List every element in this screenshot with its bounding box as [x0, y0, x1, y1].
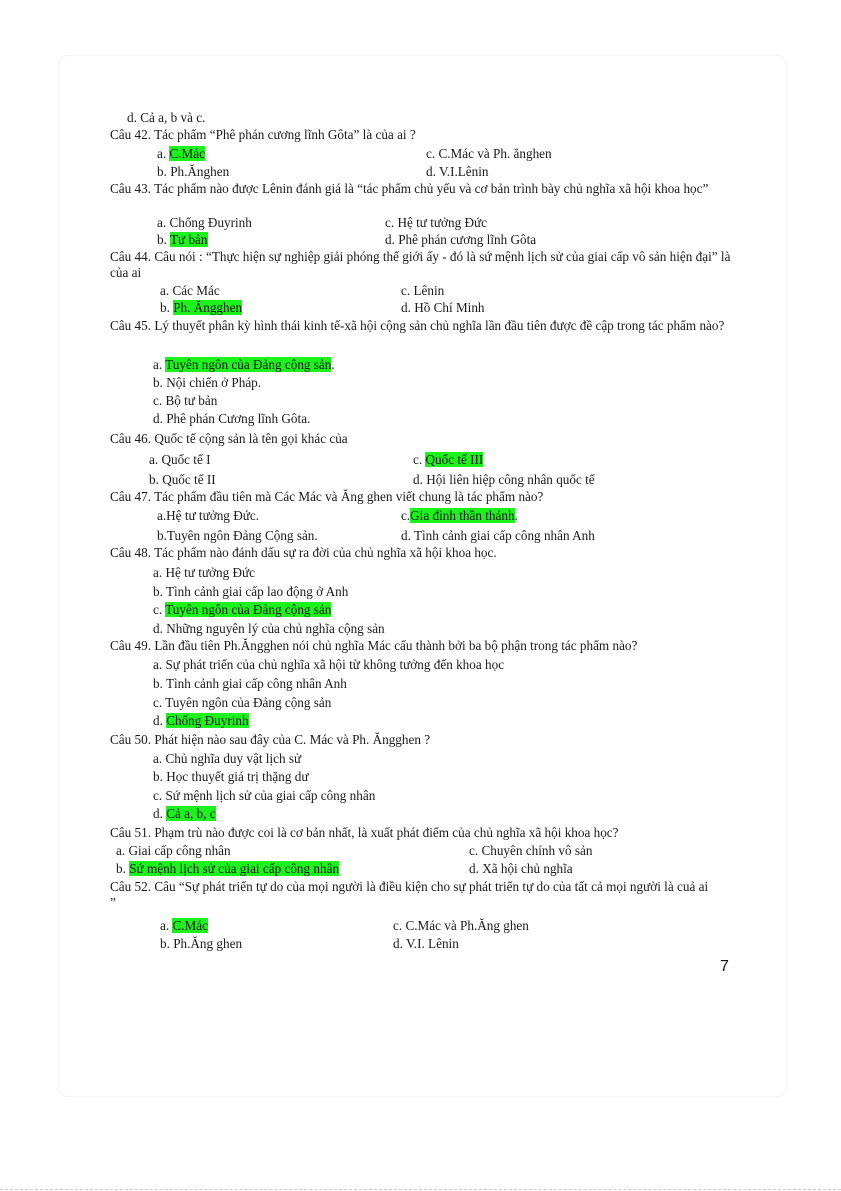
- question-52-option-d: d. V.I. Lênin: [393, 936, 459, 951]
- question-46-option-a: a. Quốc tế I: [149, 452, 211, 467]
- question-45: Câu 45. Lý thuyết phân kỳ hình thái kinh tế-xã hội cộng sản chủ nghĩa lần đầu tiên được đề cập trong tác phẩm nào?: [110, 318, 725, 333]
- highlighted-answer: Quốc tế III: [425, 452, 484, 467]
- question-48-option-d: d. Những nguyên lý của chủ nghĩa cộng sản: [153, 621, 385, 636]
- question-50-option-c: c. Sứ mệnh lịch sử của giai cấp công nhân: [153, 788, 376, 803]
- question-44: Câu 44. Câu nói : “Thực hiện sự nghiệp giải phóng thế giới ấy - đó là sứ mệnh lịch sử của giai cấp vô sản hiện đại” là của ai: [110, 249, 731, 280]
- question-44-option-b: [160, 300, 242, 316]
- option-prefix: a.: [160, 918, 173, 933]
- question-51: Câu 51. Phạm trù nào được coi là cơ bản nhất, là xuất phát điểm của chủ nghĩa xã hội khoa học?: [110, 825, 619, 840]
- option-prefix: c.: [413, 452, 426, 467]
- question-47: Câu 47. Tác phẩm đầu tiên mà Các Mác và Ăng ghen viết chung là tác phẩm nào?: [110, 489, 544, 504]
- question-51-option-b: [116, 861, 339, 877]
- highlighted-answer: C.Mác: [169, 146, 205, 161]
- option-prefix: d.: [153, 713, 167, 728]
- option-prefix: c.: [401, 508, 411, 523]
- question-51-option-a: a. Giai cấp công nhân: [116, 843, 231, 858]
- question-42-option-a: [157, 146, 205, 162]
- highlighted-answer: Tư bản: [169, 232, 208, 247]
- option-prefix: d.: [153, 806, 167, 821]
- highlighted-answer: Cả a, b, c: [166, 806, 216, 821]
- question-44-option-d: d. Hồ Chí Minh: [401, 300, 485, 315]
- option-prefix: a.: [157, 146, 170, 161]
- highlighted-answer: Gia đình thần thánh: [410, 508, 515, 523]
- question-49: Câu 49. Lần đầu tiên Ph.Ăngghen nói chủ nghĩa Mác cấu thành bởi ba bộ phận trong tác phẩm nào?: [110, 638, 638, 653]
- question-50-option-d: [153, 806, 216, 822]
- question-49-option-c: c. Tuyên ngôn của Đảng cộng sản: [153, 695, 332, 710]
- option-suffix: .: [514, 508, 518, 523]
- question-43-option-c: c. Hệ tư tưởng Đức: [385, 215, 488, 230]
- page-cut-line: [0, 1189, 841, 1190]
- question-45-option-c: c. Bộ tư bản: [153, 393, 218, 408]
- question-50-option-a: a. Chủ nghĩa duy vật lịch sử: [153, 751, 302, 766]
- question-44-option-c: c. Lênin: [401, 283, 445, 298]
- option-prefix: b.: [157, 232, 170, 247]
- question-49-option-a: a. Sự phát triển của chủ nghĩa xã hội từ không tưởng đến khoa học: [153, 657, 505, 672]
- highlighted-answer: Chống Đuyrinh: [166, 713, 249, 728]
- question-50: Câu 50. Phát hiện nào sau đây của C. Mác và Ph. Ăngghen ?: [110, 732, 431, 747]
- question-42: Câu 42. Tác phẩm “Phê phán cương lĩnh Gôta” là của ai ?: [110, 127, 416, 142]
- question-48-option-a: a. Hệ tư tưởng Đức: [153, 565, 256, 580]
- option-prefix: b.: [116, 861, 130, 876]
- question-52: Câu 52. Câu “Sự phát triển tự do của mọi người là điều kiện cho sự phát triển tự do của tất cả mọi người là cuả ai: [110, 879, 709, 894]
- question-51-option-d: d. Xã hội chủ nghĩa: [469, 861, 573, 876]
- highlighted-answer: Tuyên ngôn của Đảng cộng sản: [165, 602, 332, 617]
- option-prefix: b.: [160, 300, 174, 315]
- question-45-option-d: d. Phê phán Cương lĩnh Gôta.: [153, 411, 311, 426]
- question-52-tail: ”: [110, 895, 116, 910]
- question-47-option-c: [401, 508, 518, 524]
- question-46-option-c: [413, 452, 483, 468]
- highlighted-answer: Sứ mệnh lịch sử của giai cấp công nhân: [129, 861, 340, 876]
- question-52-option-b: b. Ph.Ăng ghen: [160, 936, 243, 951]
- question-48-option-c: [153, 602, 331, 618]
- question-42-option-d: d. V.I.Lênin: [426, 164, 489, 179]
- question-42-option-c: c. C.Mác và Ph. ănghen: [426, 146, 552, 161]
- highlighted-answer: Tuyên ngôn của Đảng cộng sản: [165, 357, 332, 372]
- option-suffix: .: [331, 357, 335, 372]
- question-47-option-d: d. Tình cảnh giai cấp công nhân Anh: [401, 528, 595, 543]
- question-48-option-b: b. Tình cảnh giai cấp lao động ở Anh: [153, 584, 349, 599]
- option-prefix: a.: [153, 357, 166, 372]
- question-52-option-a: [160, 918, 208, 934]
- question-52-option-c: c. C.Mác và Ph.Ăng ghen: [393, 918, 529, 933]
- question-47-option-a: a.Hệ tư tưởng Đức.: [157, 508, 260, 523]
- question-44-option-a: a. Các Mác: [160, 283, 220, 298]
- question-42-option-b: b. Ph.Ănghen: [157, 164, 230, 179]
- question-45-option-b: b. Nội chiến ở Pháp.: [153, 375, 262, 390]
- question-46: Câu 46. Quốc tế cộng sản là tên gọi khác của: [110, 431, 348, 446]
- question-46-option-b: b. Quốc tế II: [149, 472, 216, 487]
- question-46-option-d: d. Hội liên hiệp công nhân quốc tế: [413, 472, 595, 487]
- question-50-option-b: b. Học thuyết giá trị thặng dư: [153, 769, 309, 784]
- highlighted-answer: Ph. Ăngghen: [173, 300, 243, 315]
- highlighted-answer: C.Mác: [172, 918, 208, 933]
- page-number: 7: [720, 958, 729, 975]
- question-45-option-a: [153, 357, 335, 373]
- option-prefix: c.: [153, 602, 166, 617]
- question-43-option-d: d. Phê phán cương lĩnh Gôta: [385, 232, 537, 247]
- question-43-option-b: [157, 232, 208, 248]
- question-49-option-d: [153, 713, 249, 729]
- question-47-option-b: b.Tuyên ngôn Đảng Cộng sản.: [157, 528, 318, 543]
- question-49-option-b: b. Tình cảnh giai cấp công nhân Anh: [153, 676, 347, 691]
- question-48: Câu 48. Tác phẩm nào đánh dấu sự ra đời của chủ nghĩa xã hội khoa học.: [110, 545, 497, 560]
- question-43: Câu 43. Tác phẩm nào được Lênin đánh giá là “tác phẩm chủ yếu và cơ bản trình bày chủ nghĩa xã hội khoa học”: [110, 181, 709, 196]
- question-43-option-a: a. Chống Đuyrinh: [157, 215, 252, 230]
- question-51-option-c: c. Chuyên chính vô sản: [469, 843, 593, 858]
- answer-option: d. Cả a, b và c.: [127, 110, 206, 125]
